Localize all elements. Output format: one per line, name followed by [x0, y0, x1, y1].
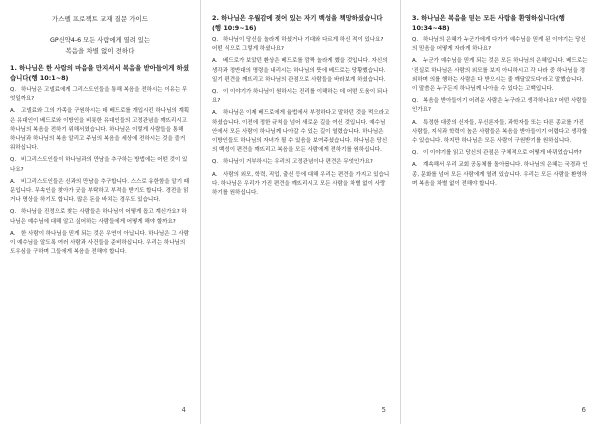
page-6 — [400, 0, 600, 424]
section-title: 2. 하나님은 우월감에 젖어 있는 자기 백성을 책망하셨습니다(행 10:9~16) — [212, 14, 383, 32]
qa-tag: Q. — [412, 37, 419, 43]
qa-item — [412, 149, 590, 158]
lesson-title-line-1: GP신약4-6 모든 사람에게 열려 있는 — [50, 37, 150, 44]
page-4 — [0, 0, 200, 424]
qa-list — [10, 86, 190, 257]
qa-item — [412, 36, 590, 54]
qa-text: 하나님이 거부하시는 우리의 고정관념이나 편견은 무엇인가요? — [223, 159, 373, 166]
qa-text: 하나님은 이제 베드로에게 율법에서 부정하다고 말하던 것을 먹으라고 하셨습니다. 이전에 정한 규칙을 넘어 새로운 길을 여신 것입니다. 예수님 안에서 모든 사람이 하나님께 나아갈 수 있는 길이 열렸습니다. 하나님은 이방인들도 하나님의 자녀가 될 수 있음을 보여주셨습니다. 하나님은 당신의 백성이 편견을 깨뜨리고 복음을 모든 사람에게 전하기를 원하십니다. — [212, 110, 390, 154]
qa-text: 하나님은 고넬료에게 그리스도인들을 통해 복음을 전하시는 이유는 무엇일까요? — [10, 87, 188, 103]
qa-text: 비그리스도인들은 신과의 만남을 추구합니다. 스스로 유한함을 알기 때문입니다. 무속인을 찾아가 굿을 부탁하고 부적을 받기도 합니다. 경전을 읽거나 명상을 하기도 합니다. 많은 돈을 바치는 경우도 있습니다. — [10, 178, 190, 204]
qa-item — [412, 57, 590, 94]
page-number: 6 — [581, 406, 586, 414]
qa-tag: A. — [10, 108, 16, 115]
qa-tag: A. — [10, 230, 16, 237]
qa-list — [212, 36, 390, 198]
qa-item — [212, 109, 390, 155]
page-number: 4 — [181, 406, 186, 414]
qa-tag: Q. — [10, 157, 17, 164]
qa-item — [10, 86, 190, 104]
qa-text: 이 이야기가 하나님이 원하시는 진리를 이해하는 데 어떤 도움이 되나요? — [212, 89, 388, 105]
section-title: 1. 하나님은 한 사람의 마음을 만지셔서 복음을 받아들이게 하셨습니다(행 10:1~8) — [10, 64, 190, 82]
qa-item — [412, 119, 590, 147]
qa-item — [212, 57, 390, 85]
qa-text: 베드로가 보았던 환상은 베드로를 깜짝 놀라게 했을 것입니다. 자신의 생각과 정반대의 명령을 내리시는 하나님의 뜻에 베드로는 당황했습니다. 일기 편견을 깨뜨리고 하나님의 관점으로 사람들을 바라보게 하셨습니다. — [212, 58, 388, 83]
qa-tag: A. — [212, 171, 218, 178]
qa-tag: A. — [212, 58, 218, 65]
qa-item — [212, 88, 390, 106]
qa-tag: Q. — [412, 98, 419, 105]
qa-tag: A. — [412, 58, 418, 65]
qa-item — [10, 208, 190, 226]
qa-tag: Q. — [412, 150, 419, 157]
qa-item — [10, 156, 190, 174]
qa-item — [212, 36, 390, 54]
qa-tag: A. — [212, 110, 218, 117]
qa-text: 사람의 외모, 학력, 직업, 출신 등에 대해 우리는 편견을 가지고 있습니다. 하나님은 우리가 가진 편견을 깨뜨리시고 모든 사람을 차별 없이 사랑하기를 원하십니다. — [212, 171, 390, 197]
qa-text: 계속해서 우리 교회 공동체를 돌아봅니다. 하나님의 은혜는 국경과 인종, 문화를 넘어 모든 사람에게 열려 있습니다. 우리는 모든 사람을 환영하며 복음을 차별 없이 전해야 합니다. — [412, 162, 588, 187]
qa-tag: A. — [10, 178, 16, 185]
lesson-title-line-2: 복음을 차별 없이 전하다 — [65, 47, 135, 55]
qa-text: 비그리스도인들이 하나님과의 만남을 추구하는 방법에는 어떤 것이 있나요? — [10, 157, 188, 173]
qa-item — [212, 158, 390, 167]
qa-tag: A. — [412, 119, 418, 126]
qa-text: 복음을 받아들이기 어려운 사람은 누구라고 생각하나요? 어떤 사람들인가요? — [412, 98, 587, 114]
qa-text: 누군가 예수님을 믿게 되는 것은 모든 하나님의 은혜입니다. 베드로는 '진실로 하나님은 사람의 외모를 보지 아니하시고 각 나라 중 하나님을 경외하며 의를 행하는 사람은 다 받으시는 줄 깨달았도다'라고 말했습니다. 이 말씀은 누구든지 하나님께 나아올 수 있다는 고백입니다. — [412, 58, 588, 93]
qa-item — [412, 97, 590, 115]
page-5 — [200, 0, 400, 424]
qa-item — [412, 161, 590, 189]
qa-tag: Q. — [10, 87, 17, 93]
qa-tag: Q. — [10, 209, 17, 216]
qa-tag: Q. — [212, 159, 219, 166]
qa-text: 한 사람이 하나님을 믿게 되는 것은 우연이 아닙니다. 하나님은 그 사람이 예수님을 알도록 여러 사람과 사건들을 준비하십니다. 우리는 하나님의 도우심을 구하며 그들에게 복음을 전해야 합니다. — [10, 230, 189, 256]
page-number: 5 — [381, 406, 386, 414]
qa-item — [10, 230, 190, 258]
section-title: 3. 하나님은 복음을 믿는 모든 사람을 환영하십니다(행 10:34~48) — [412, 14, 565, 32]
document-header: 가스펠 프로젝트 교재 질문 가이드 — [51, 15, 149, 23]
qa-text: 이 이야기를 읽고 당신의 관점은 구체적으로 어떻게 바뀌었습니까? — [423, 150, 582, 157]
qa-text: 하나님을 진정으로 찾는 사람들은 하나님이 어떻게 돕고 계신가요? 하나님은 예수님에 대해 알고 싶어하는 사람들에게 어떻게 해야 할까요? — [10, 209, 187, 225]
qa-text: 하나님의 은혜가 누군가에게 다가가 예수님을 믿게 된 이야기는 당신의 믿음을 어떻게 자라게 하나요? — [412, 37, 586, 53]
qa-text: 고넬료와 그의 가족을 구원하시는 데 베드로를 개입시킨 하나님의 계획은 유대인이 베드로와 이방인을 비롯한 유대인들의 고정관념을 깨뜨리시고 하나님의 복음을 전하기 위해서였습니다. 하나님은 이렇게 사람들을 통해 하나님과 하나님의 복음 알리고 주님의 복음을 세상에 전하시는 것을 즐거워하십니다. — [10, 108, 190, 152]
qa-item — [10, 178, 190, 206]
qa-item — [10, 107, 190, 153]
qa-tag: Q. — [212, 37, 219, 43]
qa-item — [212, 171, 390, 199]
qa-tag: A. — [412, 162, 418, 169]
qa-text: 하나님이 당신을 놀라게 하셨거나 기대와 다르게 하신 적이 있나요? 어떤 식으로 그렇게 하셨나요? — [212, 37, 384, 53]
qa-tag: Q. — [212, 89, 219, 96]
qa-text: 특정한 대중의 신자들, 무신론자들, 과학자들 또는 다른 종교를 가진 사람들, 지식과 학력이 높은 사람들은 복음을 받아들이기 어렵다고 생각할 수 있습니다. 하지만 하나님은 모든 사람이 구원받기를 원하십니다. — [412, 119, 588, 145]
qa-list — [412, 36, 590, 189]
